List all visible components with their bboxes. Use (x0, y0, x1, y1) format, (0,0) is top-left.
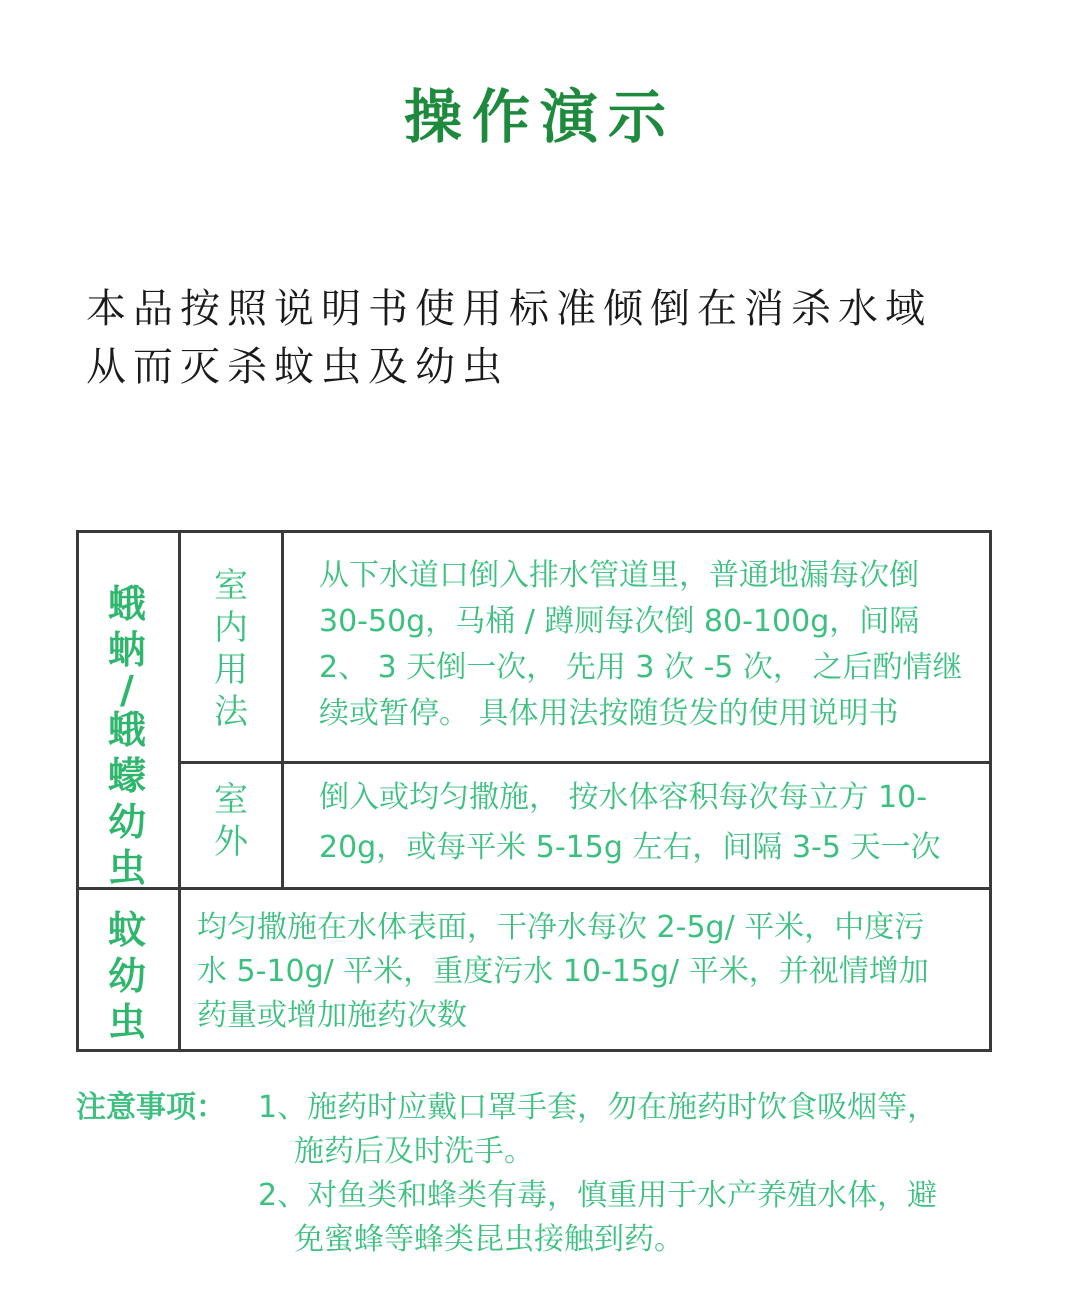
row2-label-char: 幼 (107, 954, 146, 998)
row1-label-char: / (120, 668, 134, 712)
indoor-label (181, 565, 281, 733)
note-2-line-2: 免蜜蜂等蜂类昆虫接触到药。 (294, 1222, 684, 1257)
outdoor-label-char: 室 (214, 780, 248, 820)
indoor-line: 30-50g，马桶 / 蹲厕每次倒 80-100g，间隔 (319, 604, 920, 639)
row1-label (79, 581, 175, 891)
outdoor-label (181, 779, 281, 863)
row2-line: 药量或增加施药次数 (197, 998, 467, 1033)
page-title: 操作演示 (403, 83, 676, 151)
outdoor-line: 20g，或每平米 5-15g 左右，间隔 3-5 天一次 (319, 830, 941, 865)
intro-line-2: 从而灭杀蚊虫及幼虫 (86, 344, 509, 390)
indoor-label-char: 用 (214, 650, 248, 690)
row1-label-char: 蚋 (107, 628, 146, 672)
outdoor-line: 倒入或均匀撒施， 按水体容积每次每立方 10- (319, 780, 928, 815)
table-divider-col2 (281, 533, 284, 888)
row2-label-char: 蚊 (107, 908, 146, 952)
row1-label-char: 虫 (107, 846, 146, 890)
row2-label (79, 907, 175, 1045)
row2-line: 均匀撒施在水体表面，干净水每次 2-5g/ 平米，中度污 (197, 910, 925, 945)
row2-line: 水 5-10g/ 平米，重度污水 10-15g/ 平米，并视情增加 (197, 954, 929, 989)
indoor-line: 从下水道口倒入排水管道里，普通地漏每次倒 (319, 558, 919, 593)
note-1-line-2: 施药后及时洗手。 (294, 1134, 534, 1169)
note-1-line-1: 1、施药时应戴口罩手套，勿在施药时饮食吸烟等， (258, 1090, 938, 1125)
table-divider-rows (79, 887, 992, 890)
row1-label-char: 蛾 (107, 582, 146, 626)
note-2-line-1: 2、对鱼类和蜂类有毒，慎重用于水产养殖水体，避 (258, 1178, 938, 1213)
indoor-line: 续或暂停。 具体用法按随货发的使用说明书 (319, 696, 899, 731)
indoor-line: 2、 3 天倒一次， 先用 3 次 -5 次， 之后酌情继 (319, 650, 963, 685)
indoor-label-char: 法 (214, 692, 248, 732)
usage-table (76, 530, 992, 1052)
table-divider-indoor-outdoor (178, 761, 992, 764)
intro-line-1: 本品按照说明书使用标准倾倒在消杀水域 (86, 286, 932, 332)
intro-paragraph (86, 280, 1016, 396)
outdoor-label-char: 外 (214, 822, 248, 862)
indoor-label-char: 室 (214, 566, 248, 606)
notes-heading: 注意事项： (76, 1090, 226, 1125)
indoor-label-char: 内 (214, 608, 248, 648)
row1-label-char: 蠓 (107, 754, 146, 798)
row1-label-char: 幼 (107, 800, 146, 844)
row2-label-char: 虫 (107, 1000, 146, 1044)
row1-label-char: 蛾 (107, 708, 146, 752)
